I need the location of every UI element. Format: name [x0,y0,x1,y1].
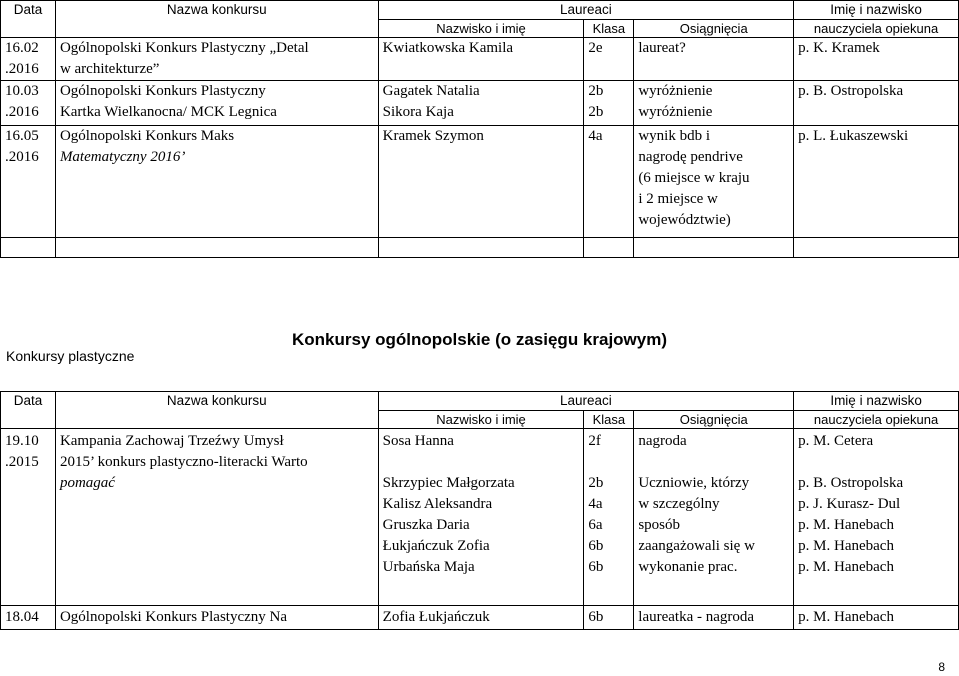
row-date: 16.02 .2016 [1,38,56,81]
header-competition: Nazwa konkursu [55,1,378,38]
row-achievement: laureat? [634,38,794,81]
row-teacher: p. K. Kramek [794,38,959,81]
row-students: Sosa Hanna Skrzypiec Małgorzata Kalisz Aleksandra Gruszka Daria Łukjańczuk Zofia Urbańska Maja [378,429,584,606]
row-competition: Ogólnopolski Konkurs Plastyczny Na [55,606,378,630]
header-row [1,392,959,411]
row-date: 16.05 .2016 [1,126,56,238]
row-teacher: p. M. Hanebach [794,606,959,630]
header-teacher-1: Imię i nazwisko [794,1,959,20]
row-competition: Ogólnopolski Konkurs Plastyczny „Detal w architekturze” [55,38,378,81]
header-teacher-2: nauczyciela opiekuna [794,20,959,38]
row-class: 6b [584,606,634,630]
header-teacher-1: Imię i nazwisko [794,392,959,411]
row-class: 2b 2b [584,81,634,126]
row-class: 4a [584,126,634,238]
row-competition: Kampania Zachowaj Trzeźwy Umysł 2015’ konkurs plastyczno-literacki Warto pomagać [55,429,378,606]
row-class: 2e [584,38,634,81]
row-date: 10.03 .2016 [1,81,56,126]
table-row-empty [1,238,959,258]
row-achievement: wyróżnienie wyróżnienie [634,81,794,126]
header-date: Data [1,1,56,38]
row-teacher: p. B. Ostropolska [794,81,959,126]
row-students: Kwiatkowska Kamila [378,38,584,81]
header-laureates: Laureaci [378,1,793,20]
header-class: Klasa [584,20,634,38]
row-achievement: nagroda Uczniowie, którzy w szczególny sposób zaangażowali się w wykonanie prac. [634,429,794,606]
header-teacher-2: nauczyciela opiekuna [794,411,959,429]
header-class: Klasa [584,411,634,429]
row-students: Kramek Szymon [378,126,584,238]
awards-table-middle [0,391,959,606]
row-date: 19.10 .2015 [1,429,56,606]
header-competition: Nazwa konkursu [55,392,378,429]
header-name: Nazwisko i imię [378,20,584,38]
row-students: Zofia Łukjańczuk [378,606,584,630]
awards-table-bottom [0,605,959,630]
row-class: 2f 2b 4a 6a 6b 6b [584,429,634,606]
awards-table-top [0,0,959,258]
header-achievements: Osiągnięcia [634,411,794,429]
row-achievement: wynik bdb i nagrodę pendrive (6 miejsce w kraju i 2 miejsce w województwie) [634,126,794,238]
table-row [1,81,959,126]
header-laureates: Laureaci [378,392,794,411]
table-row [1,126,959,238]
table-row [1,429,959,606]
table-row [1,606,959,630]
row-competition: Ogólnopolski Konkurs Plastyczny Kartka Wielkanocna/ MCK Legnica [55,81,378,126]
header-row [1,1,959,20]
page-number: 8 [938,660,945,674]
row-teacher: p. L. Łukaszewski [794,126,959,238]
row-date: 18.04 [1,606,56,630]
header-achievements: Osiągnięcia [634,20,794,38]
row-achievement: laureatka - nagroda [634,606,794,630]
row-students: Gagatek Natalia Sikora Kaja [378,81,584,126]
header-name: Nazwisko i imię [378,411,584,429]
row-teacher: p. M. Cetera p. B. Ostropolska p. J. Kurasz- Dul p. M. Hanebach p. M. Hanebach p. M. Hanebach [794,429,959,606]
header-date: Data [1,392,56,429]
row-competition: Ogólnopolski Konkurs Maks Matematyczny 2016’ [55,126,378,238]
table-row [1,38,959,81]
section-title: Konkursy ogólnopolskie (o zasięgu krajowym) [292,330,668,349]
section-label: Konkursy plastyczne [6,348,135,364]
